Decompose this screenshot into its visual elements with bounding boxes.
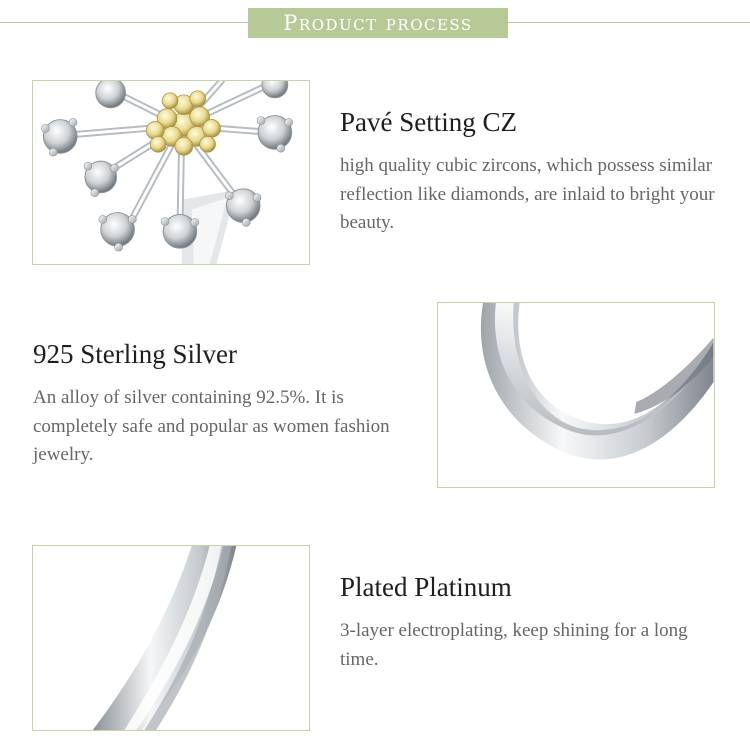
- plated-platinum-image: [32, 545, 310, 731]
- pave-setting-title: Pavé Setting CZ: [340, 107, 517, 137]
- platinum-band-illustration: [33, 546, 309, 730]
- plated-platinum-title: Plated Platinum: [340, 572, 512, 602]
- sterling-silver-image: [437, 302, 715, 488]
- section-header-banner: [248, 8, 508, 38]
- section-header-title: Product process: [283, 11, 473, 35]
- header-divider-right: [508, 22, 750, 23]
- pave-setting-image: [32, 80, 310, 265]
- sterling-silver-title: 925 Sterling Silver: [33, 339, 237, 369]
- sterling-silver-description: An alloy of silver containing 92.5%. It is completely safe and popular as women fashion jewelry.: [33, 387, 390, 465]
- silver-band-illustration: [438, 303, 714, 487]
- pave-setting-description: high quality cubic zircons, which possess similar reflection like diamonds, are inlaid to bright your beauty.: [340, 155, 715, 233]
- header-divider-left: [0, 22, 248, 23]
- flower-ring-illustration: [33, 81, 309, 264]
- plated-platinum-description: 3-layer electroplating, keep shining for a long time.: [340, 620, 688, 670]
